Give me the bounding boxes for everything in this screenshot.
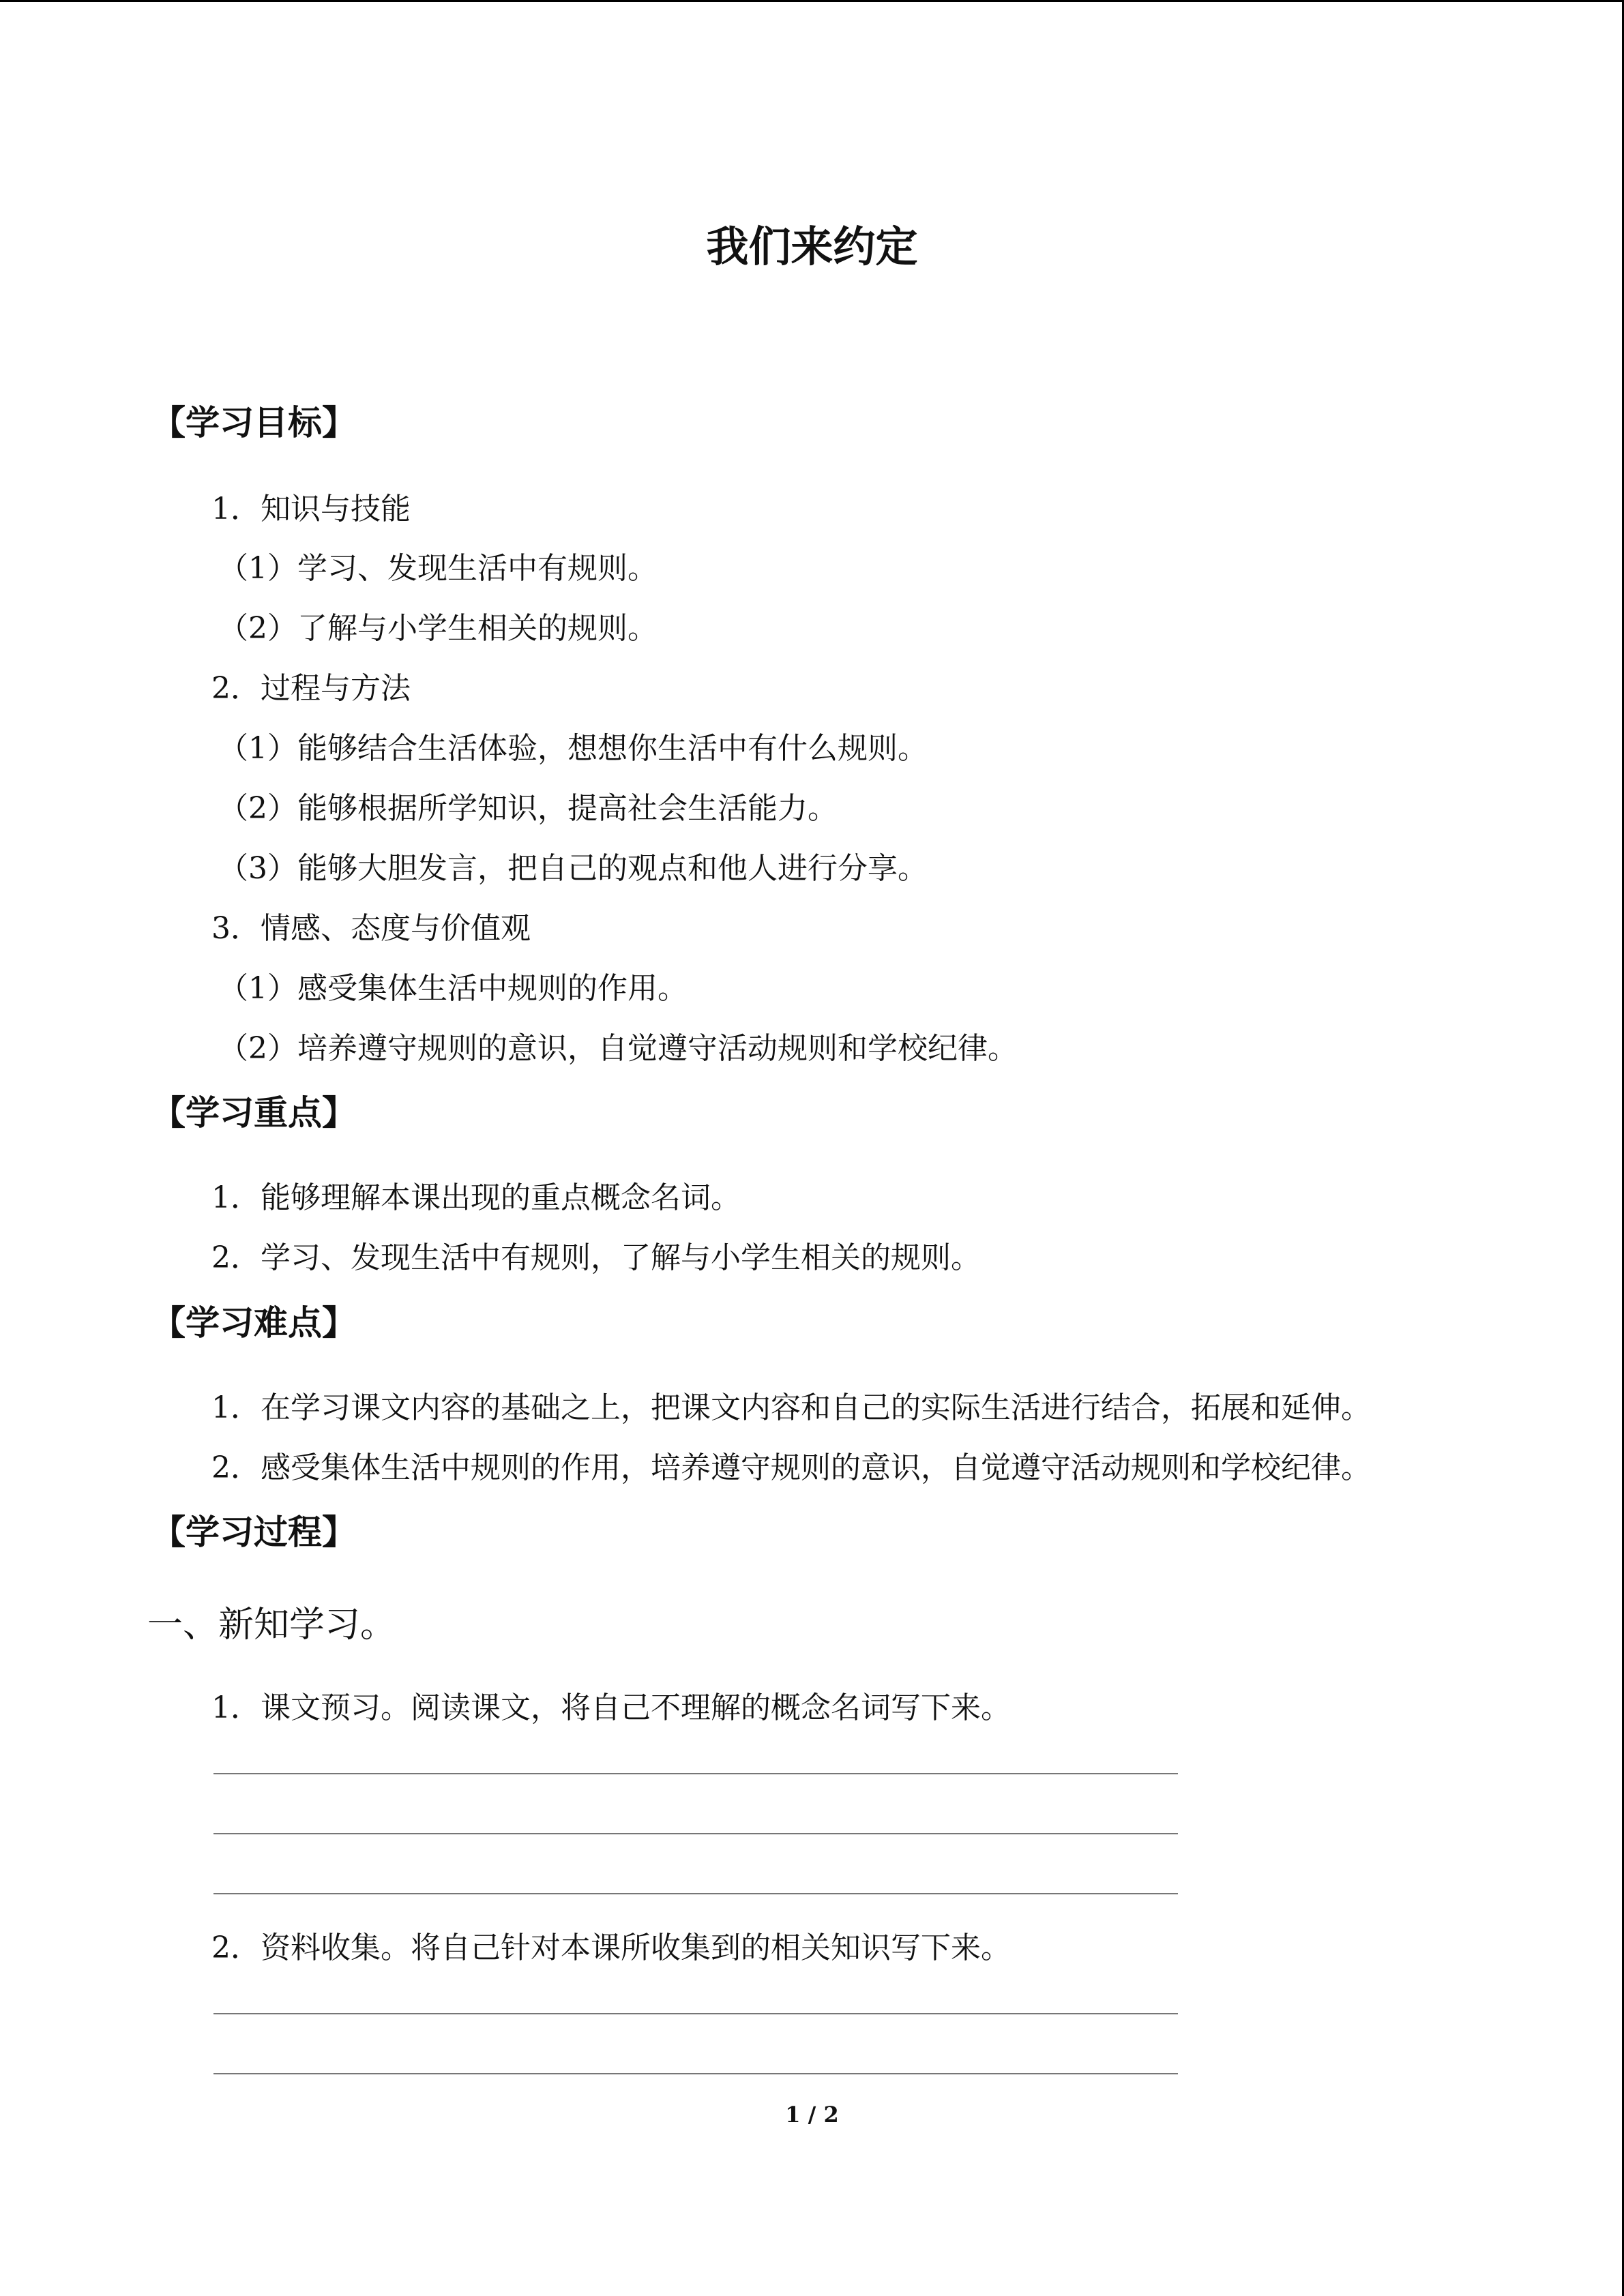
page-number: 1 / 2 — [785, 2102, 839, 2128]
key-points-heading: 【学习重点】 — [151, 1092, 356, 1133]
objective-item: （2）了解与小学生相关的规则。 — [218, 611, 658, 646]
objective-item: （1）感受集体生活中规则的作用。 — [218, 971, 688, 1006]
key-point-item: 1．能够理解本课出现的重点概念名词。 — [211, 1180, 741, 1215]
answer-line — [213, 1893, 1178, 1894]
page-border-top — [0, 0, 1624, 2]
key-point-item: 2．学习、发现生活中有规则，了解与小学生相关的规则。 — [211, 1240, 981, 1275]
objective-item: （2）培养遵守规则的意识，自觉遵守活动规则和学校纪律。 — [218, 1031, 1018, 1066]
objective-item: （1）学习、发现生活中有规则。 — [218, 551, 658, 586]
objective-item: 1．知识与技能 — [211, 492, 411, 526]
difficulties-heading: 【学习难点】 — [151, 1302, 356, 1343]
objective-item: （2）能够根据所学知识，提高社会生活能力。 — [218, 791, 838, 826]
difficulty-item: 2．感受集体生活中规则的作用，培养遵守规则的意识，自觉遵守活动规则和学校纪律。 — [211, 1450, 1371, 1485]
objectives-heading: 【学习目标】 — [151, 402, 356, 443]
answer-line — [213, 1833, 1178, 1834]
page-title: 我们来约定 — [706, 222, 918, 271]
process-heading: 【学习过程】 — [151, 1512, 356, 1552]
answer-line — [213, 1773, 1178, 1774]
objective-item: 2．过程与方法 — [211, 671, 411, 706]
answer-line — [213, 2073, 1178, 2074]
section-title: 一、新知学习。 — [147, 1605, 396, 1645]
difficulty-item: 1．在学习课文内容的基础之上，把课文内容和自己的实际生活进行结合，拓展和延伸。 — [211, 1390, 1371, 1425]
task-item: 1．课文预习。阅读课文，将自己不理解的概念名词写下来。 — [211, 1690, 1011, 1725]
objective-item: （1）能够结合生活体验，想想你生活中有什么规则。 — [218, 731, 928, 766]
task-item: 2．资料收集。将自己针对本课所收集到的相关知识写下来。 — [211, 1930, 1011, 1965]
objective-item: （3）能够大胆发言，把自己的观点和他人进行分享。 — [218, 851, 928, 886]
objective-item: 3．情感、态度与价值观 — [211, 911, 531, 946]
answer-line — [213, 2013, 1178, 2014]
